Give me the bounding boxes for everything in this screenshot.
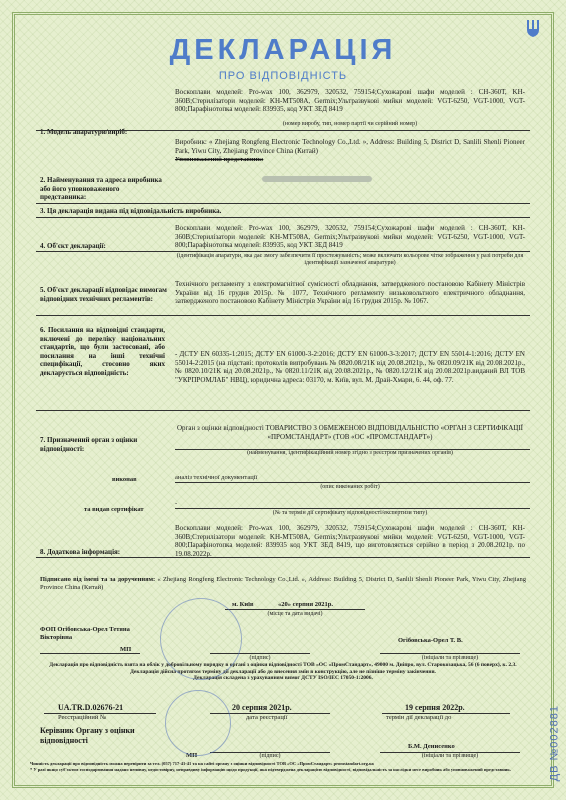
head-name: Б.М. Денисенко <box>408 743 455 750</box>
section7-hint: (найменування, ідентифікаційний номер згідно з реєстром призначених органів) <box>247 450 453 456</box>
divider <box>36 410 530 411</box>
registry-validity: Декларація дійсна протягом терміну дії декларації або до внесення змін в конструкцію, але не пізніше терміну закінчення. <box>130 668 436 675</box>
seal-stamp-icon <box>165 690 231 756</box>
section8-text: Воскоплави моделей: Pro-wax 100, 362979, 320532, 759154;Сухожарові шафи моделей : CH-360T, KH-360B;Стерилізатори моделей: KH-MT508A, Germix;Ультразвукові мийки моделей: VGT-6250, VGT-1000, VGT-800;Парафінотопка моделей: 839935 код УКТ ЗЕД 8419, що виготовляється серійно в період з 20.08.2021р. по 19.08.2022р. <box>175 524 525 558</box>
performed-label: виконав <box>112 476 137 483</box>
signing-block <box>40 576 526 592</box>
section5-text: Технічного регламенту з електромагнітної сумісності обладнання, затвердженого постановою Кабінету Міністрів України від 16 грудня 2015р. № 1077, Технічного регламенту низьковольтного електричного обладнання, затвердженого постановою Кабінету Міністрів України від 16 грудня 2015р. № 1067. <box>175 280 525 305</box>
head-initials-hint: (ініціали та прізвище) <box>421 753 479 759</box>
section2-label: 2. Найменування та адреса виробника або його уповноваженого представника: <box>40 176 162 201</box>
representative-label: Уповноважений представник: <box>175 156 264 163</box>
section8-label: 8. Додаткова інформація: <box>40 548 121 556</box>
signer-initials-hint: (ініціали та прізвище) <box>421 655 479 661</box>
registry-text: Декларація про відповідність взята на облік у добровільному порядку в органі з оцінки відповідності ТОВ «ОС «ПромСтандарт», 49000 м. Дніпро, вул. Старокозацька, 56 (6 поверх), к. 2.3. <box>49 662 517 668</box>
section7-label: 7. Призначений орган з оцінки відповідності: <box>40 436 138 453</box>
footer-line1: Чинність декларації про відповідність можна перевірити за тел. (057) 717-41-41 та на сайті органу з оцінки відповідності ТОВ «ОС «ПромСтандарт» promstandart.org.ua <box>30 761 374 766</box>
registry-basis: Декларація складена з урахуванням вимог ДСТУ ISO/IEC 17050-1:2006. <box>193 675 373 681</box>
performed-hint: (опис виконаних робіт) <box>320 484 380 490</box>
place-hint: (місце та дата видачі) <box>267 611 323 617</box>
redacted-block <box>262 170 372 188</box>
divider <box>225 609 365 610</box>
section6-label: 6. Посилання на відповідні стандарти, включені до переліку національних стандартів, що були застосовані, або посилання на інші технічні специфікації, стосовно яких декларується відповідність: <box>40 326 165 377</box>
divider <box>40 653 140 654</box>
section1-text: Воскоплави моделей: Pro-wax 100, 362979, 320532, 759154;Сухожарові шафи моделей : CH-360T, KH-360B;Стерилізатори моделей: KH-MT508A, Germix;Ультразвукові мийки моделей: VGT-6250, VGT-1000, VGT-800;Парафінотопка моделей: 839935, код УКТ ЗЕД 8419 <box>175 88 525 113</box>
signing-label: Підписано від імені та за дорученням: <box>40 576 156 583</box>
serial-number: ДВ №002881 <box>548 705 560 782</box>
certificate-text: - <box>175 500 178 507</box>
valid-until: 19 серпня 2022р. <box>405 703 465 712</box>
section7-text: Орган з оцінки відповідності ТОВАРИСТВО З ОБМЕЖЕНОЮ ВІДПОВІДАЛЬНІСТЮ «ОРГАН З СЕРТИФІКАЦІЇ «ПРОМСТАНДАРТ» (ТОВ «ОС «ПРОМСТАНДАРТ») <box>176 424 524 441</box>
section4-label: 4. Об'єкт декларації: <box>40 242 106 250</box>
divider <box>36 557 530 558</box>
footer <box>30 761 536 772</box>
divider <box>380 653 520 654</box>
valid-until-hint: термін дії декларації до <box>386 714 452 721</box>
signing-city: м. Київ <box>232 601 254 608</box>
signing-text: « Zhejiang Rongfeng Electronic Technology Co.,Ltd. », Address: Building 5, District D, Sanlili Shenli Pioneer Park, Yiwu City, Zhejiang Province China (Китай) <box>40 576 526 591</box>
section3-label: 3. Ця декларація видана під відповідальність виробника. <box>40 207 222 215</box>
divider <box>36 251 530 252</box>
certificate-label: та видав сертифікат <box>84 506 144 513</box>
head-label: Керівник Органу з оцінки відповідності <box>40 726 135 745</box>
seal-stamp-icon <box>160 598 242 680</box>
section5-label: 5. Об'єкт декларації відповідає вимогам відповідних технічних регламентів: <box>40 286 167 303</box>
signer-short: Огібовська-Орел Т. В. <box>398 637 463 644</box>
certificate-hint: (№ та термін дії сертифікату відповідності/експертизи типу) <box>272 510 428 516</box>
signer-sign-hint: (підпис) <box>249 655 271 661</box>
performed-text: аналіз технічної документації <box>175 474 258 481</box>
reg-number-hint: Реєстраційний № <box>58 714 107 721</box>
head-sign-hint: (підпис) <box>259 753 281 759</box>
signer-mp: МП <box>120 646 132 653</box>
section4-text: Воскоплави моделей: Pro-wax 100, 362979, 320532, 759154;Сухожарові шафи моделей : CH-360T, KH-360B;Стерилізатори моделей: KH-MT508A, Germix;Ультразвукові мийки моделей: VGT-6250, VGT-1000, VGT-800;Парафінотопка моделей: 839935, код УКТ ЗЕД 8419 <box>175 224 525 249</box>
section1-hint: (номер виробу, тип, номер партії чи серійний номер) <box>282 121 418 127</box>
reg-number: UA.TR.D.02676-21 <box>58 703 124 712</box>
section4-hint: (ідентифікація апаратури, яка дає змогу забезпечити її простежуваність; може включати кольорове чітке зображення у разі потреби для ідентифікації зазначеної апаратури) <box>176 253 524 266</box>
footer-line2: * У разі якщо суб'єктом господарювання надано неповну, недостовірну, неправдиву інформацію щодо продукції, яка підтверджена декларацією відповідності, відповідальність за наслідки несе виробник або уповноважений представник. <box>30 766 511 772</box>
divider <box>36 315 530 316</box>
divider <box>175 482 530 483</box>
section2-text: Виробник: « Zhejiang Rongfeng Electronic Technology Co.,Ltd. », Address: Building 5, District D, Sanlili Shenli Pioneer Park, Yiwu City, Zhejiang Province China (Китай) <box>175 138 525 155</box>
reg-date-hint: дата реєстрації <box>246 714 288 721</box>
signing-date: «20» серпня 2021р. <box>278 601 333 608</box>
reg-date: 20 серпня 2021р. <box>232 703 292 712</box>
divider <box>36 217 530 218</box>
head-mp: МП <box>186 752 198 759</box>
divider <box>36 130 530 131</box>
signer-name: ФОП Огібовська-Орел Тетяна Вікторівна <box>40 626 130 641</box>
section1-label: 1. Модель апаратури/виріб: <box>40 128 128 136</box>
section6-text: - ДСТУ EN 60335-1:2015; ДСТУ EN 61000-3-2:2016; ДСТУ EN 61000-3-3:2017; ДСТУ EN 55014-1:2016; ДСТУ EN 55014-2:2015 (на підставі: протоколів випробувань № 0820.08/21К від 20.08.2021р., № 0820.09/21К від 20.08.2021р., № 0820.10/21К від 20.08.2021р., № 0820.11/21К від 20.08.2021р., № 0820.12/21К від 20.08.2021р.виданий ВЛ ТОВ "УКРПРОМЛАБ" НВЦ), юридична адреса: 03170, м. Київ, вул. М. Драй-Хмари, 6. 44, оф. 77. <box>175 350 525 384</box>
divider <box>36 203 530 204</box>
document-title: ДЕКЛАРАЦІЯ <box>169 34 397 66</box>
document-subtitle: ПРО ВІДПОВІДНІСТЬ <box>218 70 348 82</box>
divider <box>175 508 530 509</box>
registry-block <box>40 662 526 682</box>
